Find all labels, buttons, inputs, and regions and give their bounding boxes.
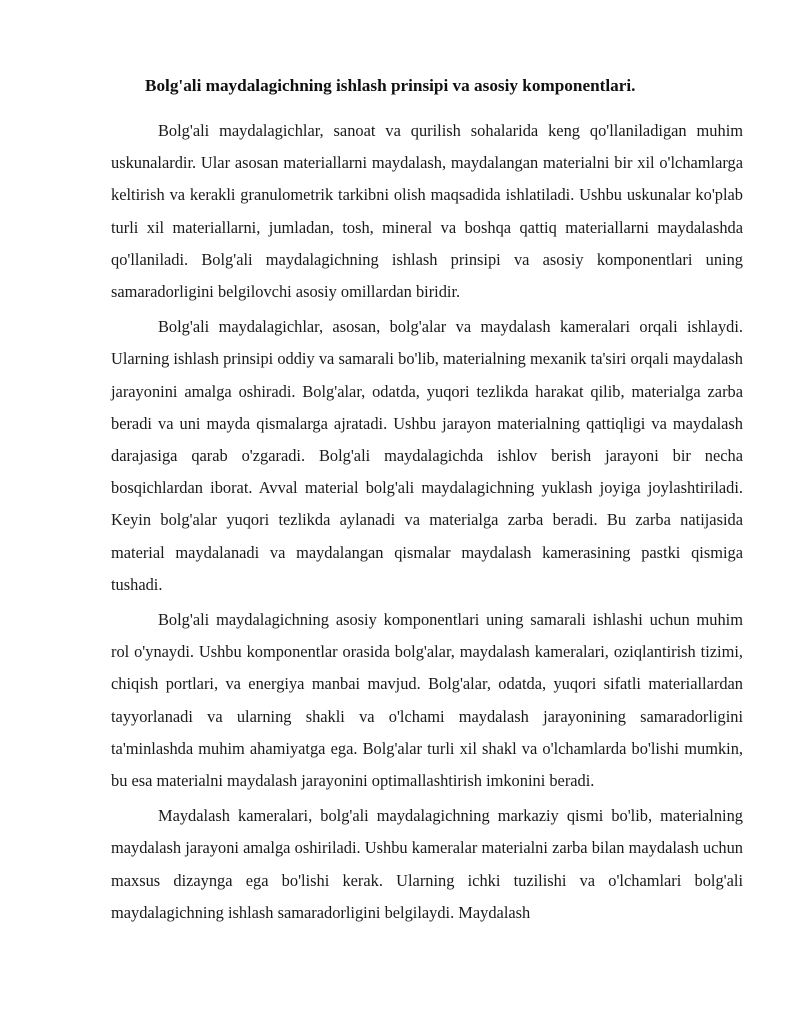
document-title: Bolg'ali maydalagichning ishlash prinsipi va asosiy komponentlari. xyxy=(145,76,636,95)
paragraph-1: Bolg'ali maydalagichlar, sanoat va qurilish sohalarida keng qo'llaniladigan muhim uskunalardir. Ular asosan materiallarni maydalash, maydalangan materialni bir xil o'lchamlarga keltirish va kerakli granulometrik tarkibni olish maqsadida ishlatiladi. Ushbu uskunalar ko'plab turli xil materiallarni, jumladan, tosh, mineral va boshqa qattiq materiallarni maydalashda qo'llaniladi. Bolg'ali maydalagichning ishlash prinsipi va asosiy komponentlari uning samaradorligini belgilovchi asosiy omillardan biridir. xyxy=(111,121,743,302)
paragraph-4: Maydalash kameralari, bolg'ali maydalagichning markaziy qismi bo'lib, materialning maydalash jarayoni amalga oshiriladi. Ushbu kameralar materialni zarba bilan maydalash uchun maxsus dizaynga ega bo'lishi kerak. Ularning ichki tuzilishi va o'lchamlari bolg'ali maydalagichning ishlash samaradorligini belgilaydi. Maydalash xyxy=(111,806,743,922)
paragraph-2: Bolg'ali maydalagichlar, asosan, bolg'alar va maydalash kameralari orqali ishlaydi. Ularning ishlash prinsipi oddiy va samarali bo'lib, materialning mexanik ta'siri orqali maydalash jarayonini amalga oshiradi. Bolg'alar, odatda, yuqori tezlikda harakat qilib, materialga zarba beradi va uni mayda qismalarga ajratadi. Ushbu jarayon materialning qattiqligi va maydalash darajasiga qarab o'zgaradi. Bolg'ali maydalagichda ishlov berish jarayoni bir necha bosqichlardan iborat. Avval material bolg'ali maydalagichning yuklash joyiga joylashtiriladi. Keyin bolg'alar yuqori tezlikda aylanadi va materialga zarba beradi. Bu zarba natijasida material maydalanadi va maydalangan qismalar maydalash kamerasining pastki qismiga tushadi. xyxy=(111,317,743,594)
document-body xyxy=(111,115,743,932)
paragraph-3: Bolg'ali maydalagichning asosiy komponentlari uning samarali ishlashi uchun muhim rol o'ynaydi. Ushbu komponentlar orasida bolg'alar, maydalash kameralari, oziqlantirish tizimi, chiqish portlari, va energiya manbai mavjud. Bolg'alar, odatda, yuqori sifatli materiallardan tayyorlanadi va ularning shakli va o'lchami maydalash jarayonining samaradorligini ta'minlashda muhim ahamiyatga ega. Bolg'alar turli xil shakl va o'lchamlarda bo'lishi mumkin, bu esa materialni maydalash jarayonini optimallashtirish imkonini beradi. xyxy=(111,610,743,791)
